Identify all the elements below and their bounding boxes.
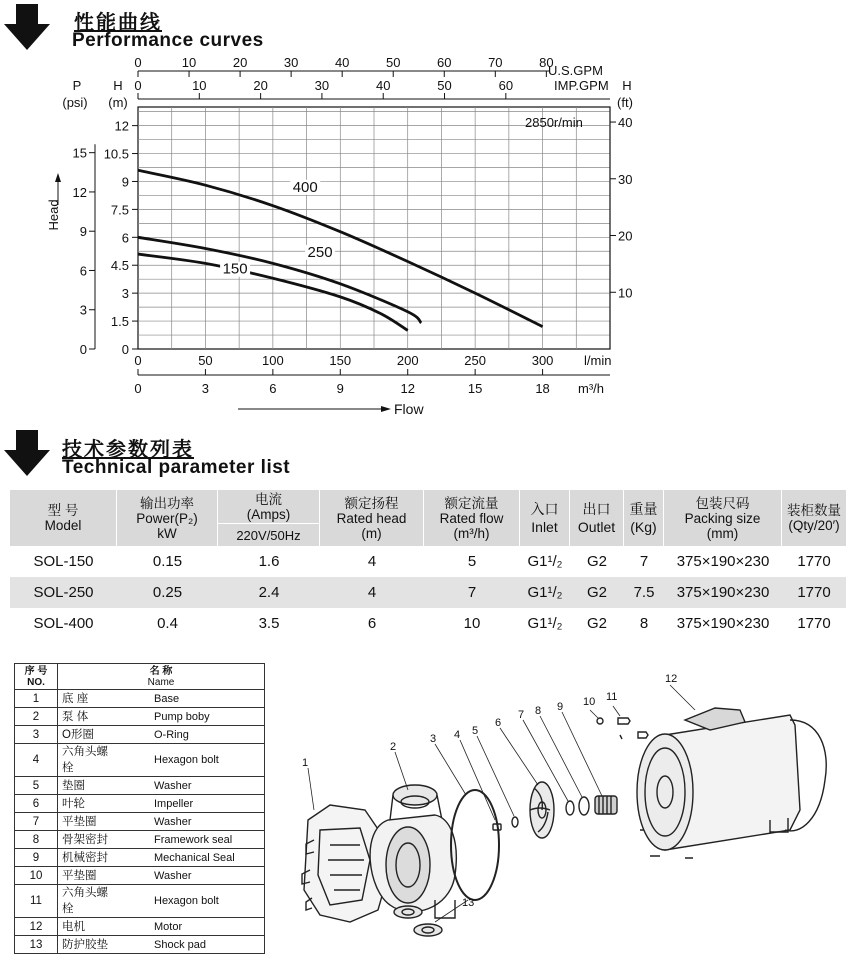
m3h-tick-label: 18 — [535, 381, 550, 396]
tech-cell-outlet: G2 — [586, 553, 607, 570]
parts-cell-en: Mechanical Seal — [120, 849, 265, 867]
parts-col-no-en: NO. — [27, 676, 45, 688]
parts-cell-cn: 泵 体 — [58, 708, 121, 726]
parts-cell-cn: O形圈 — [58, 726, 121, 744]
col-inlet — [520, 490, 570, 546]
parts-cell-no: 7 — [15, 813, 58, 831]
col-model — [10, 490, 117, 546]
parts-cell-cn: 电机 — [58, 918, 121, 936]
col-pack — [664, 490, 782, 546]
col-model-cn: 型 号 — [47, 503, 79, 518]
m3h-tick-label: 3 — [201, 381, 210, 396]
psi-p-title: P — [72, 78, 82, 93]
parts-row — [15, 795, 265, 813]
callout-13: 13 — [462, 897, 475, 909]
right-h-title: H — [622, 78, 632, 93]
lmin-tick-label: 150 — [329, 353, 352, 368]
part-o-ring-drawing — [451, 790, 499, 900]
parts-cell-no: 13 — [15, 936, 58, 954]
col-qty — [782, 490, 846, 546]
parts-cell-no: 11 — [15, 885, 58, 918]
part-top-bolt-drawing — [618, 718, 630, 724]
part-mechanical-seal-drawing — [595, 796, 617, 814]
parts-cell-en: Shock pad — [120, 936, 265, 954]
parts-cell-en: O-Ring — [120, 726, 265, 744]
speed-label: 2850r/min — [525, 115, 583, 130]
callout-4: 4 — [454, 729, 461, 741]
m-tick-label: 10.5 — [103, 146, 129, 162]
parts-row — [15, 867, 265, 885]
col-weight-cn: 重量 — [629, 501, 658, 517]
impgpm-axis-title: IMP.GPM — [554, 78, 609, 93]
m3h-axis-title: m³/h — [578, 381, 604, 396]
parts-row — [15, 885, 265, 918]
lmin-tick-label: 250 — [464, 353, 486, 368]
callout-3: 3 — [430, 733, 437, 745]
col-weight — [624, 490, 664, 546]
tech-cell-outlet: G2 — [586, 584, 607, 601]
col-inlet-en: Inlet — [531, 519, 558, 535]
usgpm-tick-label: 80 — [539, 55, 554, 70]
parts-cell-cn: 垫圈 — [58, 777, 121, 795]
tech-cell-model: SOL-400 — [33, 615, 94, 632]
performance-title-en: Performance curves — [72, 30, 264, 51]
parts-row — [15, 777, 265, 795]
tech-parameter-table — [10, 490, 846, 639]
col-power — [117, 490, 218, 546]
m3h-tick-label: 15 — [467, 381, 483, 396]
col-amps — [218, 490, 320, 546]
parts-cell-no: 6 — [15, 795, 58, 813]
usgpm-tick-label: 70 — [488, 55, 503, 70]
usgpm-tick-label: 60 — [437, 55, 452, 70]
impgpm-tick-label: 40 — [375, 78, 391, 93]
psi-tick-label: 0 — [79, 342, 87, 357]
parts-cell-no: 8 — [15, 831, 58, 849]
parts-cell-no: 5 — [15, 777, 58, 795]
col-pack-unit: (mm) — [706, 525, 739, 541]
ft-tick-label: 10 — [618, 285, 633, 301]
parts-cell-cn: 平垫圈 — [58, 867, 121, 885]
lmin-tick-label: 200 — [396, 353, 419, 368]
col-flow-en: Rated flow — [439, 510, 504, 526]
impgpm-tick-label: 30 — [314, 78, 330, 93]
impgpm-tick-label: 0 — [134, 78, 142, 93]
ft-tick-label: 20 — [618, 228, 633, 244]
col-head — [320, 490, 424, 546]
exploded-pump-diagram — [290, 660, 850, 949]
callout-7: 7 — [518, 709, 525, 721]
parts-cell-en: Framework seal — [120, 831, 265, 849]
parts-cell-en: Base — [120, 690, 265, 708]
tech-cell-head: 6 — [367, 615, 377, 632]
down-arrow-icon — [2, 430, 52, 476]
flow-axis-title: Flow — [394, 401, 424, 417]
parts-header-row — [15, 664, 265, 690]
parts-cell-en: Impeller — [120, 795, 265, 813]
tech-cell-pack: 375×190×230 — [676, 615, 770, 632]
impgpm-tick-label: 50 — [437, 78, 452, 93]
tech-cell-head: 4 — [367, 584, 377, 601]
part-framework-seal-drawing — [579, 797, 589, 815]
col-head-unit: (m) — [361, 525, 382, 541]
m-tick-label: 4.5 — [110, 258, 129, 274]
lmin-axis-title: l/min — [584, 353, 612, 368]
tech-cell-power: 0.4 — [157, 615, 178, 632]
parts-col-no — [15, 664, 58, 690]
ft-tick-label: 30 — [618, 171, 633, 187]
parts-cell-en: Washer — [120, 777, 265, 795]
parts-cell-no: 1 — [15, 690, 58, 708]
parts-cell-en: Hexagon bolt — [120, 885, 265, 918]
lmin-tick-label: 100 — [262, 353, 284, 368]
parts-row — [15, 726, 265, 744]
col-outlet-en: Outlet — [577, 519, 616, 535]
parts-cell-no: 2 — [15, 708, 58, 726]
psi-tick-label: 12 — [72, 184, 87, 200]
callout-10: 10 — [583, 696, 596, 708]
col-pack-en: Packing size — [684, 510, 761, 526]
parts-col-name — [58, 664, 265, 690]
chart-grid — [138, 107, 610, 349]
lmin-tick-label: 300 — [531, 353, 554, 368]
col-flow — [424, 490, 520, 546]
parts-col-name-cn: 名 称 — [149, 665, 173, 677]
col-inlet-cn: 入口 — [530, 501, 559, 517]
head-axis-title: Head — [46, 199, 61, 231]
m-tick-label: 6 — [121, 230, 129, 246]
parts-cell-no: 12 — [15, 918, 58, 936]
usgpm-axis-title: U.S.GPM — [548, 63, 603, 78]
flow-arrow-head — [381, 406, 391, 412]
callout-1: 1 — [302, 757, 309, 769]
parts-row — [15, 831, 265, 849]
parts-row — [15, 708, 265, 726]
technical-title-en: Technical parameter list — [62, 457, 291, 478]
col-outlet — [570, 490, 624, 546]
parts-cell-cn: 叶轮 — [58, 795, 121, 813]
parts-col-no-cn: 序 号 — [24, 665, 48, 677]
callout-12: 12 — [665, 673, 678, 685]
head-arrow-head — [55, 173, 61, 182]
parts-cell-en: Washer — [120, 813, 265, 831]
tech-cell-pack: 375×190×230 — [676, 584, 770, 601]
tech-cell-pack: 375×190×230 — [676, 553, 770, 570]
col-qty-en: (Qty/20′) — [788, 518, 840, 533]
left-m-unit: (m) — [108, 95, 128, 110]
m-tick-label: 0 — [121, 342, 129, 357]
parts-cell-cn: 防护胶垫 — [58, 936, 121, 954]
m-tick-label: 9 — [121, 174, 129, 190]
usgpm-tick-label: 30 — [283, 55, 299, 70]
col-flow-unit: (m³/h) — [453, 525, 490, 541]
psi-tick-label: 9 — [79, 224, 87, 240]
m3h-tick-label: 12 — [400, 381, 415, 396]
parts-row — [15, 936, 265, 954]
tech-cell-weight: 7.5 — [633, 584, 655, 601]
part-flat-washer-drawing — [566, 801, 574, 815]
callout-5: 5 — [472, 725, 479, 737]
ft-tick-label: 40 — [618, 115, 633, 131]
parts-cell-en: Pump boby — [120, 708, 265, 726]
parts-row — [15, 918, 265, 936]
curve-label-400: 400 — [292, 178, 318, 196]
col-power-cn: 输出功率 — [140, 495, 194, 511]
tech-cell-qty: 1770 — [797, 615, 831, 632]
left-h-title: H — [113, 78, 123, 93]
col-pack-cn: 包装尺码 — [695, 495, 750, 511]
parts-row — [15, 813, 265, 831]
tech-row — [10, 546, 846, 577]
parts-row — [15, 744, 265, 777]
tech-row — [10, 577, 846, 608]
parts-col-name-en: Name — [147, 676, 175, 688]
col-head-cn: 额定扬程 — [344, 495, 399, 511]
ft-unit: (ft) — [617, 95, 633, 110]
tech-cell-amps: 1.6 — [258, 553, 280, 570]
col-amps-en: (Amps) — [246, 506, 291, 522]
part-small-washer-drawing — [597, 718, 603, 724]
part-washer-drawing — [512, 817, 518, 827]
parts-cell-en: Hexagon bolt — [120, 744, 265, 777]
tech-cell-inlet: G1¹/₂ — [527, 553, 563, 570]
m3h-tick-label: 6 — [269, 381, 277, 396]
parts-cell-no: 10 — [15, 867, 58, 885]
parts-cell-no: 4 — [15, 744, 58, 777]
usgpm-tick-label: 10 — [181, 55, 197, 70]
m-tick-label: 3 — [121, 286, 129, 302]
technical-title-cn: 技术参数列表 — [62, 439, 194, 461]
parts-cell-en: Motor — [120, 918, 265, 936]
performance-chart — [0, 55, 850, 430]
usgpm-tick-label: 40 — [334, 55, 350, 70]
parts-cell-en: Washer — [120, 867, 265, 885]
col-amps-cn: 电流 — [255, 491, 282, 507]
usgpm-tick-label: 20 — [232, 55, 248, 70]
psi-tick-label: 3 — [79, 302, 87, 318]
col-amps-voltage: 220V/50Hz — [236, 527, 301, 543]
parts-cell-cn: 六角头螺栓 — [58, 885, 121, 918]
tech-cell-qty: 1770 — [797, 553, 831, 570]
parts-cell-cn: 六角头螺栓 — [58, 744, 121, 777]
impgpm-tick-label: 10 — [192, 78, 207, 93]
col-outlet-cn: 出口 — [582, 501, 611, 517]
parts-list-table — [14, 663, 265, 954]
usgpm-tick-label: 50 — [385, 55, 401, 70]
col-qty-cn: 装柜数量 — [787, 503, 841, 518]
col-weight-en: (Kg) — [630, 519, 657, 535]
m3h-tick-label: 0 — [134, 381, 142, 396]
psi-tick-label: 6 — [79, 263, 87, 279]
tech-cell-model: SOL-250 — [33, 584, 94, 601]
usgpm-tick-label: 0 — [134, 55, 142, 70]
callout-9: 9 — [557, 701, 564, 713]
tech-cell-model: SOL-150 — [33, 553, 94, 570]
tech-cell-qty: 1770 — [797, 584, 831, 601]
parts-cell-no: 3 — [15, 726, 58, 744]
parts-cell-cn: 骨架密封 — [58, 831, 121, 849]
tech-cell-flow: 10 — [463, 615, 481, 632]
tech-cell-inlet: G1¹/₂ — [527, 584, 563, 601]
psi-tick-label: 15 — [72, 145, 87, 161]
col-model-en: Model — [44, 518, 82, 533]
tech-cell-weight: 8 — [639, 615, 649, 632]
curve-label-150: 150 — [222, 260, 248, 278]
callout-8: 8 — [535, 705, 542, 717]
tech-cell-outlet: G2 — [586, 615, 607, 632]
col-power-unit: kW — [157, 525, 177, 541]
m-tick-label: 12 — [114, 118, 129, 134]
m-tick-label: 7.5 — [110, 202, 129, 218]
tech-cell-weight: 7 — [639, 553, 649, 570]
parts-cell-cn: 平垫圈 — [58, 813, 121, 831]
col-flow-cn: 额定流量 — [444, 495, 499, 511]
tech-row — [10, 608, 846, 639]
parts-row — [15, 849, 265, 867]
parts-cell-no: 9 — [15, 849, 58, 867]
part-pump-body-drawing — [370, 785, 456, 918]
col-head-en: Rated head — [336, 510, 407, 526]
tech-cell-inlet: G1¹/₂ — [527, 615, 563, 632]
tech-cell-amps: 2.4 — [258, 584, 280, 601]
performance-title-cn: 性能曲线 — [74, 12, 162, 34]
m3h-tick-label: 9 — [336, 381, 344, 396]
tech-cell-power: 0.15 — [152, 553, 183, 570]
impgpm-tick-label: 20 — [253, 78, 268, 93]
curve-label-250: 250 — [307, 243, 333, 261]
tech-cell-flow: 5 — [467, 553, 477, 570]
callout-6: 6 — [495, 717, 502, 729]
callout-11: 11 — [606, 691, 618, 703]
psi-unit: (psi) — [62, 95, 88, 110]
chart-labels — [46, 55, 633, 417]
tech-cell-flow: 7 — [467, 584, 477, 601]
tech-cell-power: 0.25 — [152, 584, 183, 601]
lmin-tick-label: 50 — [198, 353, 213, 368]
down-arrow-icon — [2, 4, 52, 50]
parts-cell-cn: 机械密封 — [58, 849, 121, 867]
m-tick-label: 1.5 — [110, 314, 129, 330]
parts-cell-cn: 底 座 — [58, 690, 121, 708]
part-impeller-drawing — [530, 782, 554, 838]
lmin-tick-label: 0 — [134, 353, 142, 368]
impgpm-tick-label: 60 — [498, 78, 514, 93]
tech-cell-amps: 3.5 — [258, 615, 280, 632]
parts-row — [15, 690, 265, 708]
tech-cell-head: 4 — [367, 553, 377, 570]
tech-header-row — [10, 490, 846, 546]
col-power-en: Power(P₂) — [136, 510, 198, 526]
callout-2: 2 — [390, 741, 397, 753]
part-motor-drawing — [637, 708, 826, 850]
